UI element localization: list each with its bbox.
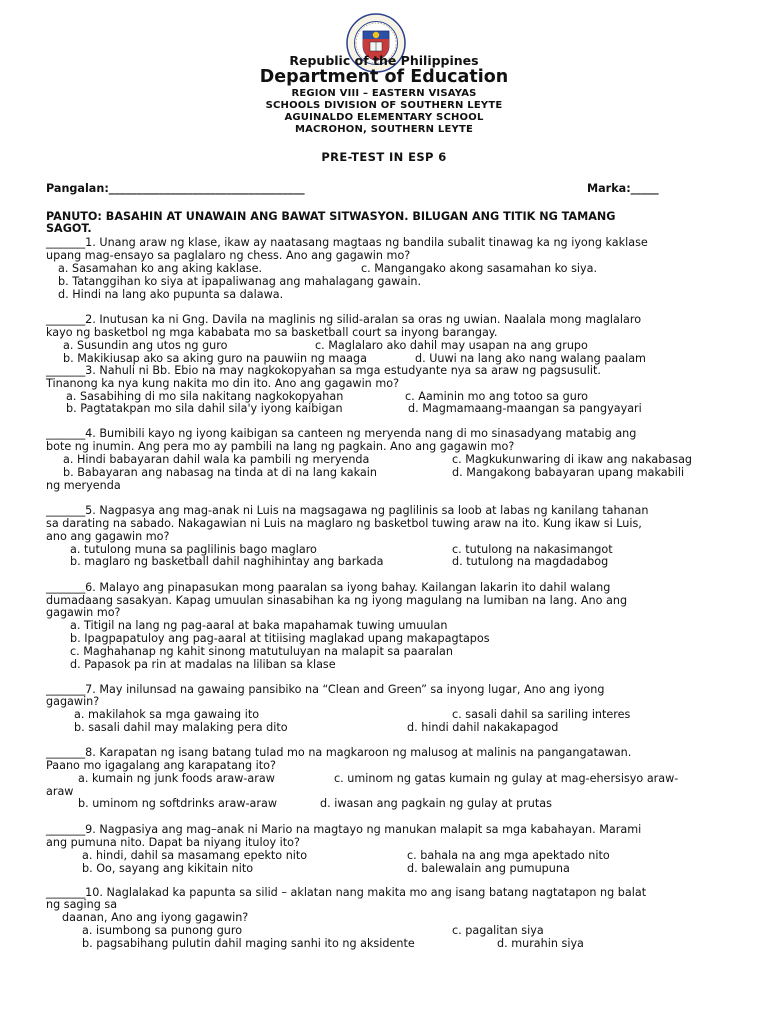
question-10-text: _______10. Naglalakad ka papunta sa silid – aklatan nang makita mo ang isang batang nagtatapon ng balat [46, 886, 647, 899]
q1-choice-a: a. Sasamahan ko ang aking kaklase. [58, 262, 263, 275]
q3-choice-c: c. Aaminin mo ang totoo sa guro [405, 390, 589, 403]
question-6-text: dumadaang sasakyan. Kapag umuulan sinasabihan ka ng iyong magulang na lumiban na lang. Ano ang [46, 594, 628, 607]
instructions-line: PANUTO: BASAHIN AT UNAWAIN ANG BAWAT SITWASYON. BILUGAN ANG TITIK NG TAMANG [46, 210, 616, 223]
q8-choice-d: d. iwasan ang pagkain ng gulay at prutas [320, 797, 552, 810]
question-2-text: _______2. Inutusan ka ni Gng. Davila na maglinis ng silid-aralan sa oras ng uwian. Naalala mong maglalaro [46, 313, 642, 326]
score-field-label: Marka:_____ [587, 182, 659, 195]
q10-choice-d: d. murahin siya [497, 937, 584, 950]
q3-choice-b: b. Pagtatakpan mo sila dahil sila'y iyong kaibigan [66, 402, 343, 415]
q6-choice-a: a. Titigil na lang ng pag-aaral at baka mapahamak tuwing umuulan [70, 619, 448, 632]
q4-choice-c: c. Magkukunwaring di ikaw ang nakabasag [452, 453, 693, 466]
q9-choice-d: d. balewalain ang pumupuna [407, 862, 570, 875]
question-4-text: bote ng inumin. Ang pera mo ay pambili na lang ng pagkain. Ano ang gagawin mo? [46, 440, 515, 453]
q1-choice-d: d. Hindi na lang ako pupunta sa dalawa. [58, 288, 284, 301]
question-1-text: upang mag-ensayo sa paglalaro ng chess. Ano ang gagawin mo? [46, 249, 411, 262]
q5-choice-a: a. tutulong muna sa paglilinis bago maglaro [70, 543, 317, 556]
q3-choice-a: a. Sasabihing di mo sila nakitang nagkokopyahan [66, 390, 344, 403]
q5-choice-b: b. maglaro ng basketball dahil naghihintay ang barkada [70, 555, 384, 568]
q2-choice-b: b. Makikiusap ako sa aking guro na pauwiin ng maaga [63, 352, 367, 365]
q4-choice-a: a. Hindi babayaran dahil wala ka pambili ng meryenda [63, 453, 370, 466]
region-heading: REGION VIII – EASTERN VISAYAS [291, 88, 477, 99]
republic-heading: Republic of the Philippines [289, 53, 479, 68]
q9-choice-a: a. hindi, dahil sa masamang epekto nito [82, 849, 308, 862]
q8-choice-c-continued: araw [46, 785, 74, 798]
q6-choice-b: b. Ipagpapatuloy ang pag-aaral at titiising maglakad upang makapagtapos [70, 632, 490, 645]
department-heading: Department of Education [259, 67, 509, 87]
question-2-text: kayo ng basketbol ng mga kababata mo sa basketball court sa inyong barangay. [46, 326, 498, 339]
question-5-text: sa darating na sabado. Nakagawian ni Luis na maglaro ng basketbol tuwing araw na ito. Kung ikaw si Luis, [46, 517, 642, 530]
question-3-text: Tinanong ka nya kung nakita mo din ito. Ano ang gagawin mo? [46, 377, 400, 390]
q10-choice-a: a. isumbong sa punong guro [82, 924, 243, 937]
q8-choice-c: c. uminom ng gatas kumain ng gulay at mag-ehersisyo araw- [334, 772, 679, 785]
name-field-label: Pangalan:___________________________________ [46, 182, 305, 195]
question-7-text: _______7. May inilunsad na gawaing pansibiko na “Clean and Green” sa inyong lugar, Ano ang iyong [46, 683, 605, 696]
q8-choice-b: b. uminom ng softdrinks araw-araw [78, 797, 277, 810]
q10-choice-c: c. pagalitan siya [452, 924, 544, 937]
question-5-text: ano ang gagawin mo? [46, 530, 170, 543]
question-10-text: daanan, Ano ang iyong gagawin? [62, 911, 249, 924]
q1-choice-b: b. Tatanggihan ko siya at ipapaliwanag ang mahalagang gawain. [58, 275, 422, 288]
q5-choice-c: c. tutulong na nakasimangot [452, 543, 613, 556]
question-6-text: _______6. Malayo ang pinapasukan mong paaralan sa iyong bahay. Kailangan lakarin ito dahil walang [46, 581, 611, 594]
question-8-text: Paano mo igagalang ang karapatang ito? [46, 759, 276, 772]
question-7-text: gagawin? [46, 695, 100, 708]
question-9-text: ang pumuna nito. Dapat ba niyang ituloy ito? [46, 836, 300, 849]
question-4-text: _______4. Bumibili kayo ng iyong kaibigan sa canteen ng meryenda nang di mo sinasadyang matabig ang [46, 427, 637, 440]
division-heading: SCHOOLS DIVISION OF SOUTHERN LEYTE [265, 100, 503, 111]
q7-choice-a: a. makilahok sa mga gawaing ito [74, 708, 260, 721]
q3-choice-d: d. Magmamaang-maangan sa pangyayari [408, 402, 642, 415]
q5-choice-d: d. tutulong na magdadabog [452, 555, 609, 568]
question-10-text: ng saging sa [46, 898, 118, 911]
q6-choice-d: d. Papasok pa rin at madalas na liliban sa klase [70, 658, 336, 671]
question-6-text: gagawin mo? [46, 606, 121, 619]
q8-choice-a: a. kumain ng junk foods araw-araw [78, 772, 275, 785]
q2-choice-a: a. Susundin ang utos ng guro [63, 339, 228, 352]
q2-choice-c: c. Maglalaro ako dahil may usapan na ang grupo [315, 339, 588, 352]
q1-choice-c: c. Mangangako akong sasamahan ko siya. [361, 262, 598, 275]
q9-choice-c: c. bahala na ang mga apektado nito [407, 849, 610, 862]
question-8-text: _______8. Karapatan ng isang batang tulad mo na magkaroon ng malusog at malinis na pangangatawan. [46, 746, 632, 759]
question-5-text: _______5. Nagpasya ang mag-anak ni Luis na magsagawa ng paglilinis sa loob at labas ng kanilang tahanan [46, 504, 649, 517]
location-heading: MACROHON, SOUTHERN LEYTE [294, 124, 474, 135]
q7-choice-d: d. hindi dahil nakakapagod [407, 721, 559, 734]
q4-choice-d-continued: ng meryenda [46, 479, 121, 492]
q10-choice-b: b. pagsabihang pulutin dahil maging sanhi ito ng aksidente [82, 937, 415, 950]
q4-choice-d: d. Mangakong babayaran upang makabili [452, 466, 685, 479]
question-9-text: _______9. Nagpasiya ang mag–anak ni Mario na magtayo ng manukan malapit sa mga kabahayan. Marami [46, 823, 642, 836]
test-title: PRE-TEST IN ESP 6 [321, 150, 447, 164]
q9-choice-b: b. Oo, sayang ang kikitain nito [82, 862, 254, 875]
q7-choice-b: b. sasali dahil may malaking pera dito [74, 721, 288, 734]
instructions-line: SAGOT. [46, 222, 92, 235]
q4-choice-b: b. Babayaran ang nabasag na tinda at di na lang kakain [63, 466, 377, 479]
question-1-text: _______1. Unang araw ng klase, ikaw ay naatasang magtaas ng bandila subalit tinawag ka ng iyong kaklase [46, 236, 648, 249]
q7-choice-c: c. sasali dahil sa sariling interes [452, 708, 631, 721]
school-heading: AGUINALDO ELEMENTARY SCHOOL [284, 112, 484, 123]
q2-choice-d: d. Uuwi na lang ako nang walang paalam [415, 352, 646, 365]
q6-choice-c: c. Maghahanap ng kahit sinong matutuluyan na malapit sa paaralan [70, 645, 453, 658]
question-3-text: _______3. Nahuli ni Bb. Ebio na may nagkokopyahan sa mga estudyante nya sa araw ng pagsusulit. [46, 364, 601, 377]
